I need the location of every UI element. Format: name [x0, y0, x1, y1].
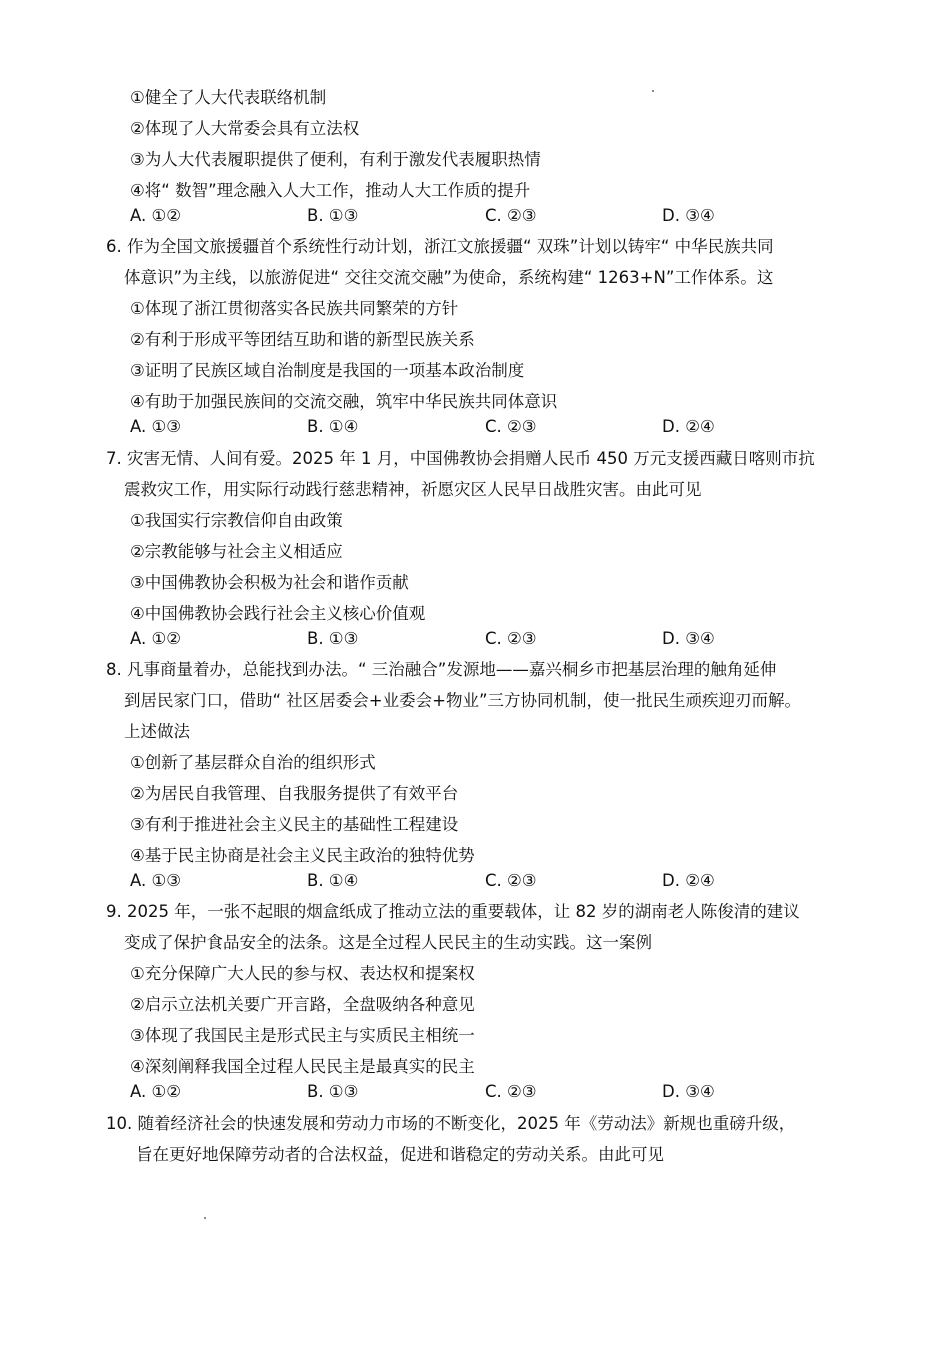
- q9-statement-4: ④深刻阐释我国全过程人民民主是最真实的民主: [130, 1057, 475, 1076]
- q6-stem-line-2: 体意识”为主线，以旅游促进“ 交往交流交融”为使命，系统构建“ 1263+N”工作体系。这: [124, 268, 774, 287]
- q9-option-a[interactable]: A. ①②: [130, 1082, 182, 1101]
- scan-speck: [652, 90, 654, 92]
- q8-option-b[interactable]: B. ①④: [307, 871, 359, 890]
- q9-statement-3: ③体现了我国民主是形式民主与实质民主相统一: [130, 1026, 475, 1045]
- q9-option-b[interactable]: B. ①③: [307, 1082, 359, 1101]
- q6-option-a[interactable]: A. ①③: [130, 417, 182, 436]
- q7-statement-3: ③中国佛教协会积极为社会和谐作贡献: [130, 573, 409, 592]
- q8-statement-2: ②为居民自我管理、自我服务提供了有效平台: [130, 784, 459, 803]
- q7-option-a[interactable]: A. ①②: [130, 629, 182, 648]
- q9-option-d[interactable]: D. ③④: [662, 1082, 715, 1101]
- q7-statement-4: ④中国佛教协会践行社会主义核心价值观: [130, 604, 426, 623]
- q8-stem-line-1: 8. 凡事商量着办，总能找到办法。“ 三治融合”发源地——嘉兴桐乡市把基层治理的触角延伸: [106, 660, 777, 679]
- q5-option-a[interactable]: A. ①②: [130, 206, 182, 225]
- q5-statement-4: ④将“ 数智”理念融入人大工作，推动人大工作质的提升: [130, 181, 531, 200]
- q7-option-c[interactable]: C. ②③: [485, 629, 537, 648]
- q7-option-b[interactable]: B. ①③: [307, 629, 359, 648]
- q7-stem-line-1: 7. 灾害无情、人间有爱。2025 年 1 月，中国佛教协会捐赠人民币 450 万元支援西藏日喀则市抗: [106, 449, 815, 468]
- q8-stem-line-3: 上述做法: [124, 722, 190, 741]
- q7-statement-2: ②宗教能够与社会主义相适应: [130, 542, 343, 561]
- q8-option-c[interactable]: C. ②③: [485, 871, 537, 890]
- q5-option-c[interactable]: C. ②③: [485, 206, 537, 225]
- q6-statement-2: ②有利于形成平等团结互助和谐的新型民族关系: [130, 330, 475, 349]
- q6-option-d[interactable]: D. ②④: [662, 417, 715, 436]
- q5-statement-3: ③为人大代表履职提供了便利，有利于激发代表履职热情: [130, 150, 541, 169]
- q6-stem-line-1: 6. 作为全国文旅援疆首个系统性行动计划，浙江文旅援疆“ 双珠”计划以铸牢“ 中华民族共同: [106, 237, 774, 256]
- q8-statement-4: ④基于民主协商是社会主义民主政治的独特优势: [130, 846, 475, 865]
- q9-stem-line-1: 9. 2025 年，一张不起眼的烟盒纸成了推动立法的重要载体，让 82 岁的湖南老人陈俊清的建议: [106, 902, 800, 921]
- q6-statement-1: ①体现了浙江贯彻落实各民族共同繁荣的方针: [130, 299, 459, 318]
- q9-option-c[interactable]: C. ②③: [485, 1082, 537, 1101]
- q6-statement-4: ④有助于加强民族间的交流交融，筑牢中华民族共同体意识: [130, 392, 558, 411]
- q10-stem-line-2: 旨在更好地保障劳动者的合法权益，促进和谐稳定的劳动关系。由此可见: [136, 1145, 664, 1164]
- q6-option-c[interactable]: C. ②③: [485, 417, 537, 436]
- q7-option-d[interactable]: D. ③④: [662, 629, 715, 648]
- scan-speck: [204, 1217, 206, 1219]
- q8-statement-1: ①创新了基层群众自治的组织形式: [130, 753, 376, 772]
- q10-stem-line-1: 10. 随着经济社会的快速发展和劳动力市场的不断变化，2025 年《劳动法》新规也重磅升级，: [106, 1114, 796, 1133]
- q7-stem-line-2: 震救灾工作，用实际行动践行慈悲精神，祈愿灾区人民早日战胜灾害。由此可见: [124, 480, 702, 499]
- q8-option-d[interactable]: D. ②④: [662, 871, 715, 890]
- q8-option-a[interactable]: A. ①③: [130, 871, 182, 890]
- q8-statement-3: ③有利于推进社会主义民主的基础性工程建设: [130, 815, 459, 834]
- q9-statement-1: ①充分保障广大人民的参与权、表达权和提案权: [130, 964, 475, 983]
- q5-option-b[interactable]: B. ①③: [307, 206, 359, 225]
- q5-option-d[interactable]: D. ③④: [662, 206, 715, 225]
- q5-statement-2: ②体现了人大常委会具有立法权: [130, 119, 360, 138]
- q9-stem-line-2: 变成了保护食品安全的法条。这是全过程人民民主的生动实践。这一案例: [124, 933, 652, 952]
- q9-statement-2: ②启示立法机关要广开言路，全盘吸纳各种意见: [130, 995, 475, 1014]
- q6-statement-3: ③证明了民族区域自治制度是我国的一项基本政治制度: [130, 361, 525, 380]
- q6-option-b[interactable]: B. ①④: [307, 417, 359, 436]
- q5-statement-1: ①健全了人大代表联络机制: [130, 88, 327, 107]
- q8-stem-line-2: 到居民家门口，借助“ 社区居委会+业委会+物业”三方协同机制，使一批民生顽疾迎刃而解。: [124, 691, 801, 710]
- q7-statement-1: ①我国实行宗教信仰自由政策: [130, 511, 343, 530]
